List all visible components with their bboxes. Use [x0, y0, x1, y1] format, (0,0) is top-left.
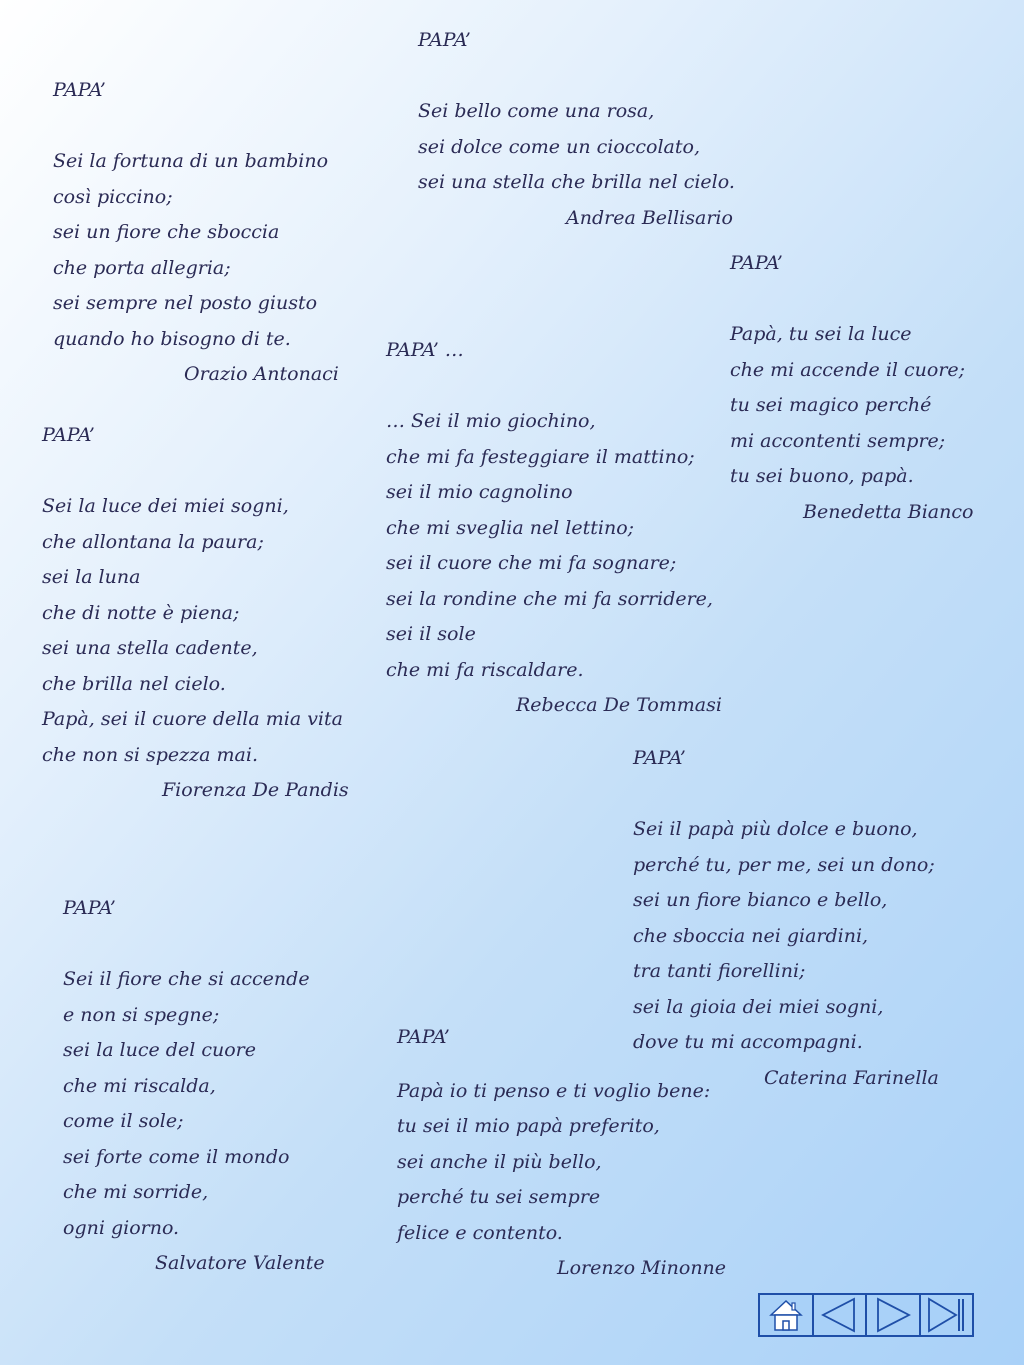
poem-line: Sei bello come una rosa, — [418, 100, 655, 122]
poem-line: che mi fa festeggiare il mattino; — [386, 445, 695, 468]
poem-rebecca-de-tommasi — [386, 333, 722, 724]
poem-line: sei una stella che brilla nel cielo. — [418, 171, 735, 193]
poem-title: PAPA’ — [730, 252, 783, 274]
home-button[interactable] — [760, 1295, 814, 1335]
poem-fiorenza-de-pandis — [42, 418, 349, 809]
poem-benedetta-bianco — [730, 246, 973, 530]
poem-andrea-bellisario — [418, 23, 735, 236]
poem-line: sei una stella cadente, — [42, 637, 258, 659]
poem-title: PAPA’ — [633, 747, 686, 769]
next-button[interactable] — [867, 1295, 921, 1335]
poem-line: … Sei il mio giochino, — [386, 410, 596, 432]
poem-line: così piccino; — [53, 185, 173, 208]
poem-line: Papà io ti penso e ti voglio bene: — [397, 1079, 711, 1102]
poem-line: Papà, sei il cuore della mia vita — [42, 708, 343, 730]
poem-title: PAPA’ — [53, 79, 106, 101]
poem-title: PAPA’ — [63, 897, 116, 919]
poem-line: che non si spezza mai. — [42, 743, 258, 766]
poem-author: Rebecca De Tommasi — [516, 694, 722, 716]
home-icon — [768, 1298, 804, 1332]
poem-line: Sei la fortuna di un bambino — [53, 150, 329, 172]
poem-line: sei dolce come un cioccolato, — [418, 135, 701, 158]
poem-line: sei la luna — [42, 566, 141, 588]
poem-author: Benedetta Bianco — [803, 500, 974, 523]
poem-line: che porta allegria; — [53, 256, 231, 279]
poem-line: tu sei magico perché — [730, 394, 932, 416]
poem-line: perché tu sei sempre — [397, 1186, 601, 1208]
poem-line: come il sole; — [63, 1110, 184, 1132]
poem-title: PAPA’ — [397, 1026, 450, 1048]
poem-line: sei anche il più bello, — [397, 1150, 602, 1173]
poem-salvatore-valente — [63, 891, 325, 1282]
poem-line: ogni giorno. — [63, 1216, 180, 1239]
poem-line: sei sempre nel posto giusto — [53, 292, 318, 314]
poem-line: tra tanti fiorellini; — [633, 960, 806, 982]
poem-line: Sei il papà più dolce e buono, — [633, 818, 918, 840]
poem-author: Orazio Antonaci — [184, 363, 339, 385]
poem-line: Papà, tu sei la luce — [730, 323, 912, 345]
poem-author: Salvatore Valente — [155, 1252, 325, 1274]
poem-line: che mi riscalda, — [63, 1074, 216, 1097]
poem-orazio-antonaci — [53, 73, 339, 393]
poem-title: PAPA’ — [418, 29, 471, 51]
poem-line: sei il cuore che mi fa sognare; — [386, 552, 677, 574]
last-slide-button[interactable] — [921, 1295, 973, 1335]
poem-line: che di notte è piena; — [42, 601, 240, 624]
poem-line: felice e contento. — [397, 1221, 563, 1244]
triangle-right-icon — [874, 1297, 912, 1333]
poem-author: Lorenzo Minonne — [557, 1257, 727, 1279]
poem-line: perché tu, per me, sei un dono; — [633, 853, 935, 876]
poem-line: Sei il fiore che si accende — [63, 968, 310, 990]
poem-line: dove tu mi accompagni. — [633, 1031, 863, 1053]
poem-author: Caterina Farinella — [764, 1066, 939, 1089]
poem-line: sei forte come il mondo — [63, 1145, 290, 1168]
poem-line: sei un fiore bianco e bello, — [633, 889, 888, 911]
poem-line: che mi sveglia nel lettino; — [386, 516, 635, 539]
poem-lorenzo-minonne — [397, 1020, 726, 1287]
poem-line: e non si spegne; — [63, 1003, 220, 1026]
poem-line: quando ho bisogno di te. — [53, 327, 291, 350]
poem-line: tu sei il mio papà preferito, — [397, 1115, 660, 1137]
poem-line: sei la rondine che mi fa sorridere, — [386, 587, 713, 610]
slide-navigation — [758, 1293, 974, 1337]
poem-line: sei un fiore che sboccia — [53, 221, 280, 243]
poem-line: tu sei buono, papà. — [730, 465, 914, 487]
poem-line: che allontana la paura; — [42, 530, 264, 553]
poem-line: sei il sole — [386, 623, 476, 645]
poem-author: Fiorenza De Pandis — [162, 779, 349, 801]
poem-line: mi accontenti sempre; — [730, 429, 946, 452]
triangle-left-icon — [820, 1297, 858, 1333]
poem-line: che mi sorride, — [63, 1181, 209, 1203]
poem-line: sei il mio cagnolino — [386, 481, 573, 503]
poem-line: sei la gioia dei miei sogni, — [633, 995, 884, 1018]
poem-line: sei la luce del cuore — [63, 1039, 256, 1061]
poem-line: che brilla nel cielo. — [42, 672, 226, 695]
poem-author: Andrea Bellisario — [566, 206, 733, 229]
skip-to-end-icon — [926, 1297, 966, 1333]
poem-line: Sei la luce dei miei sogni, — [42, 495, 289, 517]
poem-line: che sboccia nei giardini, — [633, 924, 869, 947]
previous-button[interactable] — [814, 1295, 868, 1335]
poem-title: PAPA’ … — [386, 339, 464, 361]
poem-title: PAPA’ — [42, 424, 95, 446]
poem-line: che mi fa riscaldare. — [386, 658, 584, 681]
poem-line: che mi accende il cuore; — [730, 358, 966, 381]
